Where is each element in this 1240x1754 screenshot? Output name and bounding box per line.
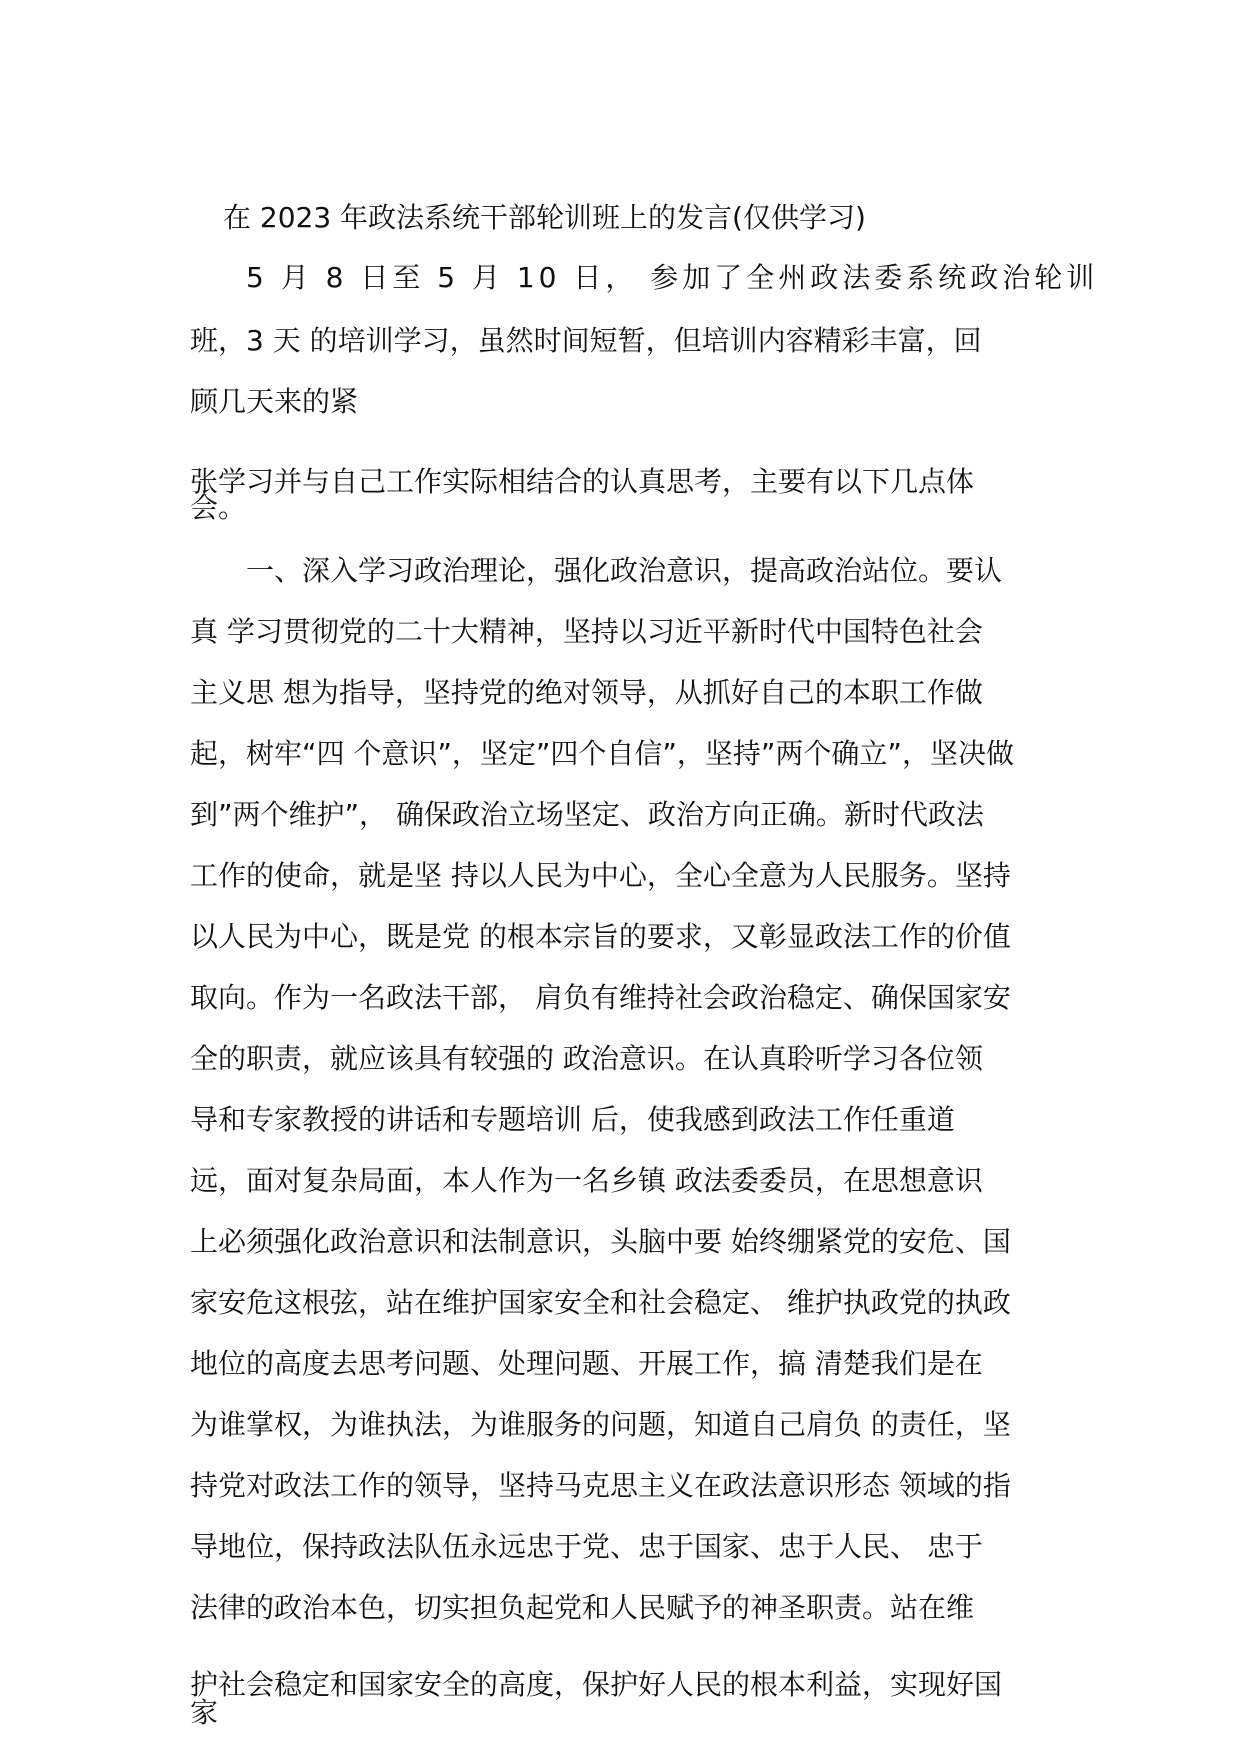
body-line-4: 张学习并与自己工作实际相结合的认真思考，主要有以下几点体 [190,465,975,498]
body-line-7: 真 学习贯彻党的二十大精神，坚持以习近平新时代中国特色社会 [190,615,983,648]
body-line-20: 为谁掌权，为谁执法，为谁服务的问题，知道自己肩负 的责任，坚 [190,1408,1011,1441]
body-line-9: 起，树牢“四 个意识”，坚定”四个自信”，坚持”两个确立”，坚决做 [190,737,1014,770]
document-title: 在 2023 年政法系统干部轮训班上的发言(仅供学习) [223,201,866,234]
body-line-10: 到”两个维护”， 确保政治立场坚定、政治方向正确。新时代政法 [190,798,984,831]
body-line-3: 顾几天来的紧 [190,385,359,418]
body-line-14: 全的职责，就应该具有较强的 政治意识。在认真聆听学习各位领 [190,1042,983,1075]
body-line-5: 会。 [190,491,247,524]
body-line-11: 工作的使命，就是坚 持以人民为中心，全心全意为人民服务。坚持 [190,859,1011,892]
body-line-25: 家 [190,1696,219,1729]
body-line-18: 家安危这根弦，站在维护国家安全和社会稳定、 维护执政党的执政 [190,1286,1011,1319]
body-line-1: 5 月 8 日至 5 月 10 日， 参加了全州政法委系统政治轮训 [246,261,1099,294]
body-line-8: 主义思 想为指导，坚持党的绝对领导，从抓好自己的本职工作做 [190,676,983,709]
body-line-21: 持党对政法工作的领导，坚持马克思主义在政法意识形态 领域的指 [190,1469,1011,1502]
body-line-12: 以人民为中心，既是党 的根本宗旨的要求，又彰显政法工作的价值 [190,920,1011,953]
body-line-16: 远，面对复杂局面，本人作为一名乡镇 政法委委员，在思想意识 [190,1164,983,1197]
body-line-19: 地位的高度去思考问题、处理问题、开展工作，搞 清楚我们是在 [190,1347,983,1380]
body-line-24: 护社会稳定和国家安全的高度，保护好人民的根本利益，实现好国 [190,1668,1003,1701]
body-line-17: 上必须强化政治意识和法制意识，头脑中要 始终绷紧党的安危、国 [190,1225,1011,1258]
body-line-2: 班，3 天 的培训学习，虽然时间短暂，但培训内容精彩丰富，回 [190,324,982,357]
body-line-15: 导和专家教授的讲话和专题培训 后，使我感到政法工作任重道 [190,1103,955,1136]
body-line-23: 法律的政治本色，切实担负起党和人民赋予的神圣职责。站在维 [190,1591,975,1624]
body-line-6: 一、深入学习政治理论，强化政治意识，提高政治站位。要认 [246,554,1003,587]
body-line-22: 导地位，保持政法队伍永远忠于党、忠于国家、忠于人民、 忠于 [190,1530,983,1563]
body-line-13: 取向。作为一名政法干部， 肩负有维持社会政治稳定、确保国家安 [190,981,1011,1014]
